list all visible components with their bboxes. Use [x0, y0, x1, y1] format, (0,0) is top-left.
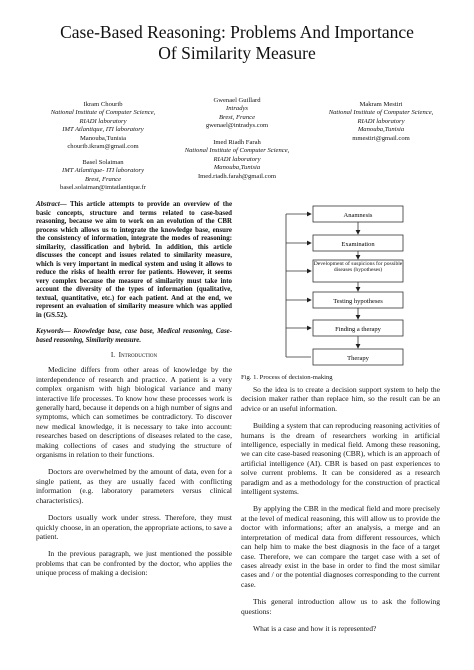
section-title: Introduction [118, 351, 158, 359]
intro-paragraph: Doctors are overwhelmed by the amount of data, even for a single patient, as they are usually faced with conflicting information (e.g. laboratory parameters versus clinical characteristics). [36, 467, 232, 505]
body-paragraph: Building a system that can reproducing reasoning activities of humans is the dream of researchers working in artificial intelligence, especially in medical field. Among these reasoning, we can cite case-based reasoning (CBR), which is an approach of artificial intelligence (AI). CBR is based on past experiences to solve current problems. It can be considered as a research paradigm and as a methodology for the construction of practical intelligent systems. [241, 421, 440, 497]
title-line-2: Of Similarity Measure [158, 43, 316, 63]
author-affiliation: RIADI laboratory [79, 117, 127, 125]
flow-box-label: Development of suspicions for possible diseases (hypotheses) [313, 261, 403, 274]
author-location: Brest, France [84, 175, 121, 183]
author-location: Manouba,Tunisia [79, 134, 127, 142]
author-email: basel.solaiman@imtatlantique.fr [60, 184, 146, 192]
author-block [306, 101, 456, 143]
flow-box-label: Therapy [347, 355, 369, 362]
author-name: Imed Riadh Farah [213, 139, 261, 146]
author-affiliation: Intradys [226, 105, 248, 113]
flow-box-label: Testing hypotheses [333, 298, 383, 305]
flow-box-label: Anamnesis [343, 212, 373, 219]
author-affiliation: RIADI laboratory [213, 155, 261, 163]
author-name: Basel Solaiman [82, 159, 124, 166]
author-block [162, 139, 312, 181]
author-block [28, 101, 178, 151]
decision-process-figure [241, 197, 441, 369]
right-column [241, 385, 440, 633]
section-heading [36, 351, 232, 360]
body-paragraph: What is a case and how it is represented? [253, 623, 377, 633]
author-name: Ikram Chourib [83, 101, 123, 108]
author-name: Gwenael Guillard [213, 97, 261, 104]
keywords: Keywords— Knowledge base, case base, Medical reasoning, Case-based reasoning, Similarity measure. [36, 328, 232, 344]
intro-paragraph: Medicine differs from other areas of knowledge by the interdependence of research and practice. A patient is a very complex organism with high biological variance and many interactive life processes. To know how these processes work is generally hard, because it depends on a high number of signs and symptoms, which can sometimes be contradictory. To discover new medical knowledge, it is necessary to take into account: researches based on descriptions of diseases related to the case, making collections of cases and studying the structure of organisms in relation to their functions. [36, 365, 232, 460]
author-location: Manouba,Tunisia [213, 164, 261, 172]
author-location: Brest, France [218, 113, 255, 121]
left-column [36, 201, 232, 578]
body-paragraph: By applying the CBR in the medical field and more precisely at the level of medical reasoning, this will allow us to provide the doctor with informations; after an analysis, a merge and an interpretation of medical data from different ressources, which can help him to make the best diagnosis in the face of a target case. Therefore, we can compare the target case with a set of cases already exist in the base in order to find the most similar cases and / or the potential diagnoses corresponding to the current case. [241, 504, 440, 589]
author-block [162, 97, 312, 131]
abstract-body: This article attempts to provide an overview of the basic concepts, structure and terms related to case-based reasoning, because we aim to work on an evolution of the CBR process which allows us to integrate the knowledge base, ensure the consistency of information, integrate the modes of reasoning: similarity, classification and hybrid. In addition, this article discusses the concept and issues related to similarity measure, which is very important in medical system and using it allows to reduce the risks of health error for patients. However, it seems very complex because the measure of similarity must take into account the diversity of the types of information (qualitative, textual, quantitative, etc.) for each patient. And at the end, we represent an evaluation of similarity measure which was applied in (GS.52). [36, 201, 232, 319]
body-paragraph: This general introduction allow us to ask the following questions: [241, 597, 440, 616]
author-affiliation: RIADI laboratory [357, 117, 405, 125]
flow-box-label: Examination [341, 241, 375, 248]
author-name: Makram Mestiri [359, 101, 403, 108]
flow-box-label: Finding a therapy [335, 326, 381, 333]
abstract [36, 201, 232, 320]
flow-box-text-wrap [313, 260, 403, 282]
body-paragraph: So the idea is to create a decision support system to help the decision maker rather than replace him, so the result can be an advice or an useful information. [241, 385, 440, 413]
author-affiliation: National Institute of Computer Science, [184, 147, 290, 155]
intro-paragraph: In the previous paragraph, we just mentioned the possible problems that can be confronted by the doctor, who applies the unique process of making a decision: [36, 549, 232, 578]
figure-caption: Fig. 1. Process of decision-making [241, 374, 333, 381]
author-email: mmestiri@gmail.com [352, 134, 410, 142]
author-affiliation: IMT Atlantique, ITI laboratory [62, 126, 144, 134]
author-email: gwenael@intradys.com [205, 122, 269, 130]
title-line-1: Case-Based Reasoning: Problems And Importance [60, 22, 414, 42]
author-location: Manouba,Tunisia [357, 126, 405, 134]
author-affiliation: National Institute of Computer Science, [50, 109, 156, 117]
author-email: chourib.ikram@gmail.com [67, 143, 139, 151]
intro-paragraph: Doctors usually work under stress. Therefore, they must quickly choose, in an operation, the appropriate actions, to save a patient. [36, 513, 232, 541]
section-number: I. [110, 351, 116, 359]
author-affiliation: National Institute of Computer Science, [328, 109, 434, 117]
abstract-lead: Abstract— [36, 201, 67, 208]
author-affiliation: IMT Atlantique- ITI laboratory [62, 167, 144, 175]
paper-title [0, 22, 474, 64]
author-block [28, 159, 178, 193]
author-email: Imed.riadh.farah@gmail.com [197, 172, 277, 180]
